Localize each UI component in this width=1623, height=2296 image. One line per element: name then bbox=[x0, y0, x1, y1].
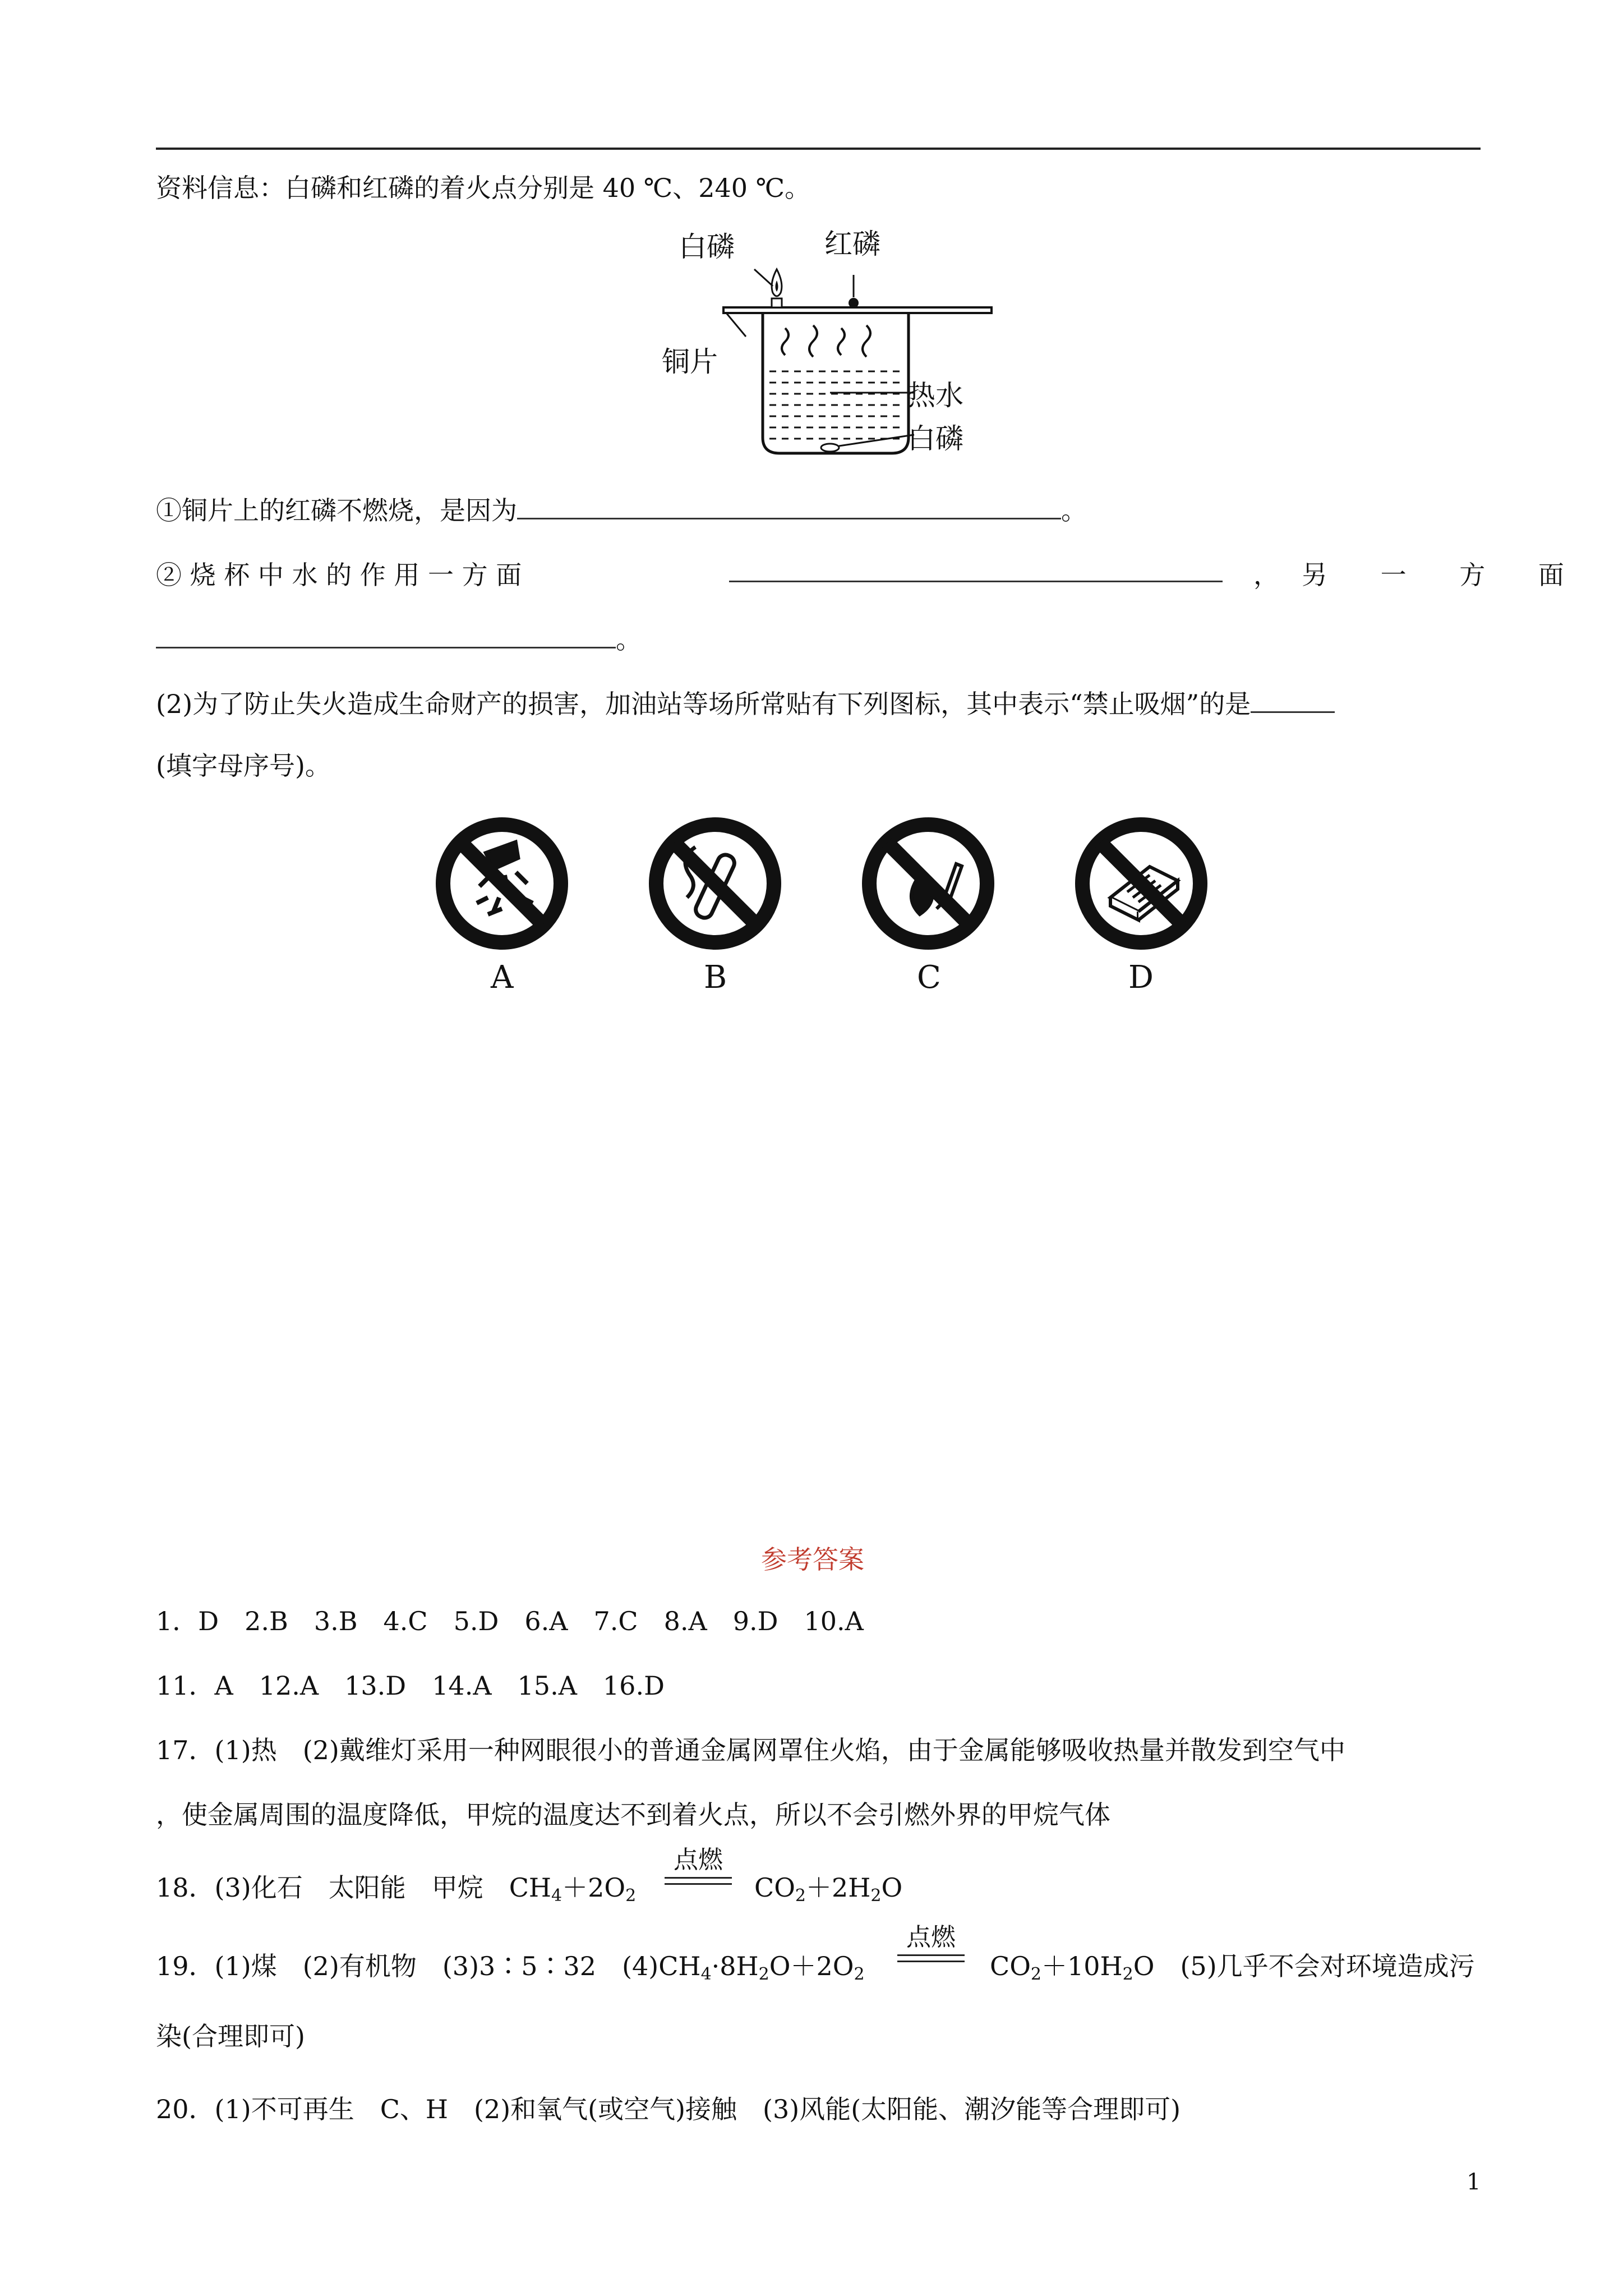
equals-bar bbox=[897, 1961, 965, 1962]
subscript: 2 bbox=[625, 1886, 637, 1906]
answer-18-product: ＋2H bbox=[806, 1872, 871, 1903]
question-3-text: (2)为了防止失火造成生命财产的损害，加油站等场所常贴有下列图标，其中表示“禁止吸烟”的是 bbox=[156, 689, 1251, 719]
label-hot-water: 热水 bbox=[907, 379, 963, 412]
no-smoking-icon bbox=[645, 813, 785, 954]
subscript: 2 bbox=[795, 1886, 806, 1906]
sign-label-c: C bbox=[917, 959, 941, 996]
subscript: 2 bbox=[1122, 1964, 1133, 1984]
no-open-flame-icon bbox=[858, 813, 998, 954]
answers-line-2: 11．A 12.A 13.D 14.A 15.A 16.D bbox=[156, 1671, 665, 1701]
sign-label-a: A bbox=[491, 959, 514, 996]
answers-line-5-products bbox=[754, 1871, 902, 1913]
answers-line-3: 17．(1)热 (2)戴维灯采用一种网眼很小的普通金属网罩住火焰，由于金属能够吸收热量并散发到空气中 bbox=[156, 1735, 1345, 1765]
label-copper-plate: 铜片 bbox=[662, 346, 718, 378]
answers-title: 参考答案 bbox=[761, 1544, 864, 1575]
equals-bar bbox=[897, 1954, 965, 1956]
subscript: 2 bbox=[870, 1886, 882, 1906]
answers-line-7: 染(合理即可) bbox=[156, 2021, 305, 2051]
reaction-arrow-19 bbox=[897, 1923, 965, 1962]
question-3-line-1 bbox=[156, 687, 1335, 721]
answers-line-4: ，使金属周围的温度降低，甲烷的温度达不到着火点，所以不会引燃外界的甲烷气体 bbox=[156, 1800, 1110, 1830]
answer-19-product: CO bbox=[990, 1951, 1031, 1981]
answer-19-text: 19．(1)煤 (2)有机物 (3)3∶5∶32 (4)CH bbox=[156, 1951, 701, 1981]
question-2-suffix: 。 bbox=[616, 624, 642, 655]
experiment-figure bbox=[645, 224, 993, 471]
question-2-middle: ，另 一 方 面 bbox=[1253, 560, 1587, 590]
info-line: 资料信息：白磷和红磷的着火点分别是 40 ℃、240 ℃。 bbox=[156, 173, 811, 203]
subscript: 4 bbox=[700, 1964, 712, 1984]
no-matches-icon bbox=[1071, 813, 1211, 954]
sign-a[interactable] bbox=[432, 813, 572, 956]
question-1 bbox=[156, 494, 1087, 527]
reaction-condition: 点燃 bbox=[906, 1923, 956, 1952]
answer-19-text: ·8H bbox=[711, 1951, 759, 1981]
answers-line-1: 1．D 2.B 3.B 4.C 5.D 6.A 7.C 8.A 9.D 10.A bbox=[156, 1606, 864, 1636]
question-1-text: ①铜片上的红磷不燃烧，是因为 bbox=[156, 495, 517, 526]
question-2-line-1 bbox=[156, 558, 522, 592]
answer-19-text: O＋2O bbox=[769, 1951, 854, 1981]
label-white-phosphorus-top: 白磷 bbox=[679, 231, 735, 263]
answer-blank-3[interactable] bbox=[156, 624, 616, 648]
answer-18-reactant: ＋2O bbox=[562, 1872, 626, 1903]
subscript: 2 bbox=[1030, 1964, 1042, 1984]
sign-c[interactable] bbox=[858, 813, 998, 956]
question-2-line-2 bbox=[156, 623, 642, 656]
page-number: 1 bbox=[1467, 2169, 1481, 2195]
answer-blank-1[interactable] bbox=[517, 495, 1061, 519]
question-1-suffix: 。 bbox=[1061, 495, 1087, 526]
subscript: 4 bbox=[551, 1886, 562, 1906]
answers-line-6-products bbox=[990, 1949, 1475, 1991]
answer-18-product: CO bbox=[754, 1872, 795, 1903]
answers-line-6 bbox=[156, 1949, 865, 1991]
question-2-text: ② 烧 杯 中 水 的 作 用 一 方 面 bbox=[156, 560, 522, 590]
subscript: 2 bbox=[758, 1964, 769, 1984]
answer-18-product: O bbox=[881, 1872, 903, 1903]
label-white-phosphorus-bottom: 白磷 bbox=[907, 422, 963, 455]
equals-bar bbox=[665, 1877, 732, 1879]
answer-19-text: O (5)几乎不会对环境造成污 bbox=[1133, 1951, 1475, 1981]
answer-19-product: ＋10H bbox=[1041, 1951, 1123, 1981]
reaction-condition: 点燃 bbox=[674, 1846, 723, 1874]
label-red-phosphorus: 红磷 bbox=[824, 228, 880, 260]
answers-line-8: 20．(1)不可再生 C、H (2)和氧气(或空气)接触 (3)风能(太阳能、潮汐能等合理即可) bbox=[156, 2094, 1181, 2124]
answers-line-5 bbox=[156, 1871, 636, 1913]
reaction-arrow-18 bbox=[665, 1846, 732, 1885]
sign-label-b: B bbox=[704, 959, 727, 996]
sign-label-d: D bbox=[1128, 959, 1154, 996]
answer-blank-4[interactable] bbox=[1251, 689, 1335, 713]
subscript: 2 bbox=[854, 1964, 865, 1984]
question-3-line-2: (填字母序号)。 bbox=[156, 751, 331, 781]
sign-b[interactable] bbox=[645, 813, 785, 956]
header-rule bbox=[156, 148, 1481, 150]
sign-d[interactable] bbox=[1071, 813, 1211, 956]
answer-blank-2[interactable] bbox=[729, 581, 1223, 582]
no-fireworks-icon bbox=[432, 813, 572, 954]
equals-bar bbox=[665, 1883, 732, 1885]
answer-18-text: 18．(3)化石 太阳能 甲烷 CH bbox=[156, 1872, 552, 1903]
